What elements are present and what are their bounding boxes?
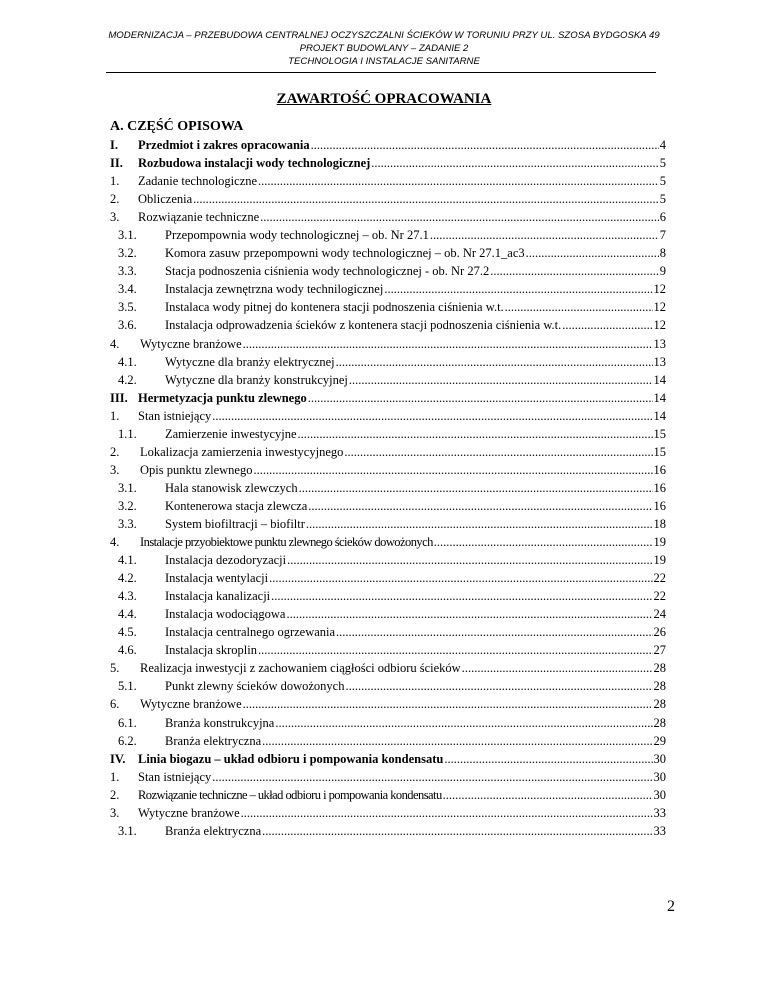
toc-dot-leader	[257, 641, 653, 659]
toc-entry-page: 13	[653, 336, 666, 351]
page-number: 2	[667, 898, 675, 915]
toc-entry-label: Instalacja odprowadzenia ścieków z kontenera stacji podnoszenia ciśnienia w.t.	[165, 318, 562, 333]
toc-dot-leader	[307, 497, 652, 515]
toc-dot-leader	[443, 750, 652, 768]
toc-entry-number: IV.	[110, 751, 126, 766]
toc-entry[interactable]	[110, 190, 666, 208]
toc-entry-label: Instalacja wodociągowa	[165, 607, 286, 622]
toc-dot-leader	[211, 768, 652, 786]
header-line-stage: PROJEKT BUDOWLANY – ZADANIE 2	[299, 43, 469, 54]
toc-entry-page: 5	[659, 174, 666, 189]
toc-entry-page: 6	[659, 210, 666, 225]
toc-entry-page: 4	[659, 138, 666, 152]
toc-entry[interactable]	[110, 587, 666, 605]
toc-entry-page: 8	[659, 246, 666, 261]
toc-dot-leader	[257, 172, 659, 190]
toc-entry-number: 3.2.	[118, 498, 137, 513]
toc-entry[interactable]	[110, 515, 666, 533]
toc-entry-page: 5	[659, 192, 666, 207]
toc-dot-leader	[298, 479, 653, 497]
toc-entry-label: Instalacja dezodoryzacji	[165, 553, 287, 568]
toc-entry-page: 7	[659, 228, 666, 243]
toc-entry-page: 28	[653, 679, 666, 694]
toc-entry-number: 3.	[110, 805, 120, 820]
toc-entry-number: 4.4.	[118, 607, 137, 622]
toc-entry-number: 3.5.	[118, 300, 137, 315]
toc-entry-number: 1.	[110, 408, 120, 423]
toc-dot-leader	[252, 461, 652, 479]
toc-entry-label: Stan istniejący	[138, 769, 212, 784]
toc-entry-page: 33	[653, 823, 666, 838]
toc-entry-page: 18	[653, 516, 666, 531]
toc-dot-leader	[504, 298, 653, 316]
toc-dot-leader	[310, 136, 659, 154]
toc-entry-label: Instalacja kanalizacji	[165, 589, 271, 604]
toc-entry[interactable]	[110, 298, 666, 316]
toc-entry-page: 12	[653, 300, 666, 315]
toc-entry-label: Obliczenia	[138, 192, 193, 207]
toc-entry-label: Kontenerowa stacja zlewcza	[165, 498, 308, 513]
toc-dot-leader	[442, 786, 653, 804]
toc-entry[interactable]	[110, 154, 666, 172]
toc-dot-leader	[274, 714, 652, 732]
toc-entry-number: 6.1.	[118, 715, 137, 730]
toc-entry[interactable]	[110, 533, 666, 551]
toc-entry-page: 30	[653, 787, 666, 802]
toc-entry[interactable]	[110, 353, 666, 371]
toc-entry-page: 16	[653, 498, 666, 513]
toc-entry-label: Wytyczne branżowe	[140, 336, 242, 351]
toc-entry-label: Zadanie technologiczne	[138, 174, 258, 189]
toc-entry[interactable]	[110, 659, 666, 677]
toc-dot-leader	[429, 226, 659, 244]
toc-entry[interactable]	[110, 551, 666, 569]
toc-entry-number: 4.1.	[118, 553, 137, 568]
toc-dot-leader	[305, 515, 653, 533]
toc-entry-label: Branża elektryczna	[165, 823, 262, 838]
toc-entry-page: 15	[653, 426, 666, 441]
toc-entry-number: 4.3.	[118, 589, 137, 604]
toc-entry-label: Branża elektryczna	[165, 733, 262, 748]
toc-entry-number: 3.6.	[118, 318, 137, 333]
toc-entry-page: 28	[653, 661, 666, 676]
toc-entry[interactable]	[110, 623, 666, 641]
toc-entry-number: 1.	[110, 769, 120, 784]
toc-entry-page: 22	[653, 589, 666, 604]
toc-entry-number: III.	[110, 390, 128, 405]
toc-entry-page: 30	[653, 769, 666, 784]
toc-entry-number: 5.	[110, 661, 120, 676]
toc-entry[interactable]	[110, 335, 666, 353]
toc-entry[interactable]	[110, 732, 666, 750]
toc-dot-leader	[383, 280, 652, 298]
toc-entry-page: 30	[653, 751, 666, 766]
toc-entry-number: 6.2.	[118, 733, 137, 748]
toc-entry-page: 22	[653, 571, 666, 586]
toc-entry[interactable]	[110, 714, 666, 732]
toc-entry[interactable]	[110, 244, 666, 262]
toc-dot-leader	[242, 335, 653, 353]
toc-entry[interactable]	[110, 677, 666, 695]
toc-entry-page: 13	[653, 354, 666, 369]
toc-entry-label: Punkt zlewny ścieków dowożonych	[165, 679, 345, 694]
toc-entry-number: 6.	[110, 697, 120, 712]
toc-entry-label: Wytyczne branżowe	[140, 697, 242, 712]
toc-entry-number: 3.1.	[118, 823, 137, 838]
toc-entry[interactable]	[110, 497, 666, 515]
toc-entry-number: 3.4.	[118, 282, 137, 297]
toc-entry-label: Przepompownia wody technologicznej – ob. Nr 27.1	[165, 228, 429, 243]
toc-entry-number: 3.	[110, 210, 120, 225]
toc-entry-label: Instalacja zewnętrzna wody technilogicznej	[165, 282, 384, 297]
toc-entry-number: 3.2.	[118, 246, 137, 261]
toc-entry-number: 4.1.	[118, 354, 137, 369]
header-line-discipline: TECHNOLOGIA I INSTALACJE SANITARNE	[288, 56, 480, 67]
toc-entry-number: 1.	[110, 174, 120, 189]
toc-entry-number: 3.3.	[118, 516, 137, 531]
toc-entry-label: Stacja podnoszenia ciśnienia wody technologicznej - ob. Nr 27.2	[165, 264, 490, 279]
toc-entry-page: 15	[653, 444, 666, 459]
toc-entry-label: Przedmiot i zakres opracowania	[138, 138, 310, 152]
toc-entry-page: 12	[653, 318, 666, 333]
toc-entry-label: Wytyczne dla branży elektrycznej	[165, 354, 335, 369]
toc-entry[interactable]	[110, 280, 666, 298]
toc-entry-label: Lokalizacja zamierzenia inwestycyjnego	[140, 444, 344, 459]
toc-entry-page: 14	[653, 390, 666, 405]
toc-entry-label: Instalacja wentylacji	[165, 571, 269, 586]
toc-dot-leader	[242, 695, 653, 713]
toc-entry-number: 3.3.	[118, 264, 137, 279]
toc-entry-number: 5.1.	[118, 679, 137, 694]
toc-entry[interactable]	[110, 461, 666, 479]
toc-entry-label: Instalacja centralnego ogrzewania	[165, 625, 336, 640]
toc-entry-number: 4.2.	[118, 571, 137, 586]
toc-entry[interactable]	[110, 822, 666, 840]
toc-entry-page: 9	[659, 264, 666, 279]
toc-entry[interactable]	[110, 208, 666, 226]
toc-entry-page: 5	[659, 156, 666, 171]
toc-dot-leader	[343, 443, 652, 461]
toc-dot-leader	[348, 371, 653, 389]
toc-dot-leader	[285, 605, 652, 623]
table-of-contents	[110, 136, 666, 840]
toc-entry-label: Instalacja skroplin	[165, 643, 257, 658]
toc-entry-number: 4.2.	[118, 372, 137, 387]
toc-entry-page: 28	[653, 697, 666, 712]
toc-entry-label: Rozbudowa instalacji wody technologicznej	[138, 156, 371, 171]
toc-entry-label: Instalacje przyobiektowe punktu zlewnego ścieków dowożonych	[140, 535, 433, 550]
toc-dot-leader	[270, 587, 652, 605]
toc-entry-page: 33	[653, 805, 666, 820]
toc-entry-page: 16	[653, 480, 666, 495]
toc-dot-leader	[192, 190, 659, 208]
toc-dot-leader	[297, 425, 653, 443]
document-title: ZAWARTOŚĆ OPRACOWANIA	[276, 91, 492, 107]
toc-entry-number: 3.	[110, 462, 120, 477]
toc-dot-leader	[307, 389, 653, 407]
toc-entry[interactable]	[110, 262, 666, 280]
toc-entry-number: 4.	[110, 535, 120, 550]
toc-entry-number: II.	[110, 156, 123, 171]
toc-entry-number: 3.1.	[118, 228, 137, 243]
toc-entry-page: 12	[653, 282, 666, 297]
toc-entry[interactable]	[110, 768, 666, 786]
toc-entry-number: I.	[110, 138, 118, 152]
toc-entry-label: Realizacja inwestycji z zachowaniem ciągłości odbioru ścieków	[140, 661, 461, 676]
toc-entry[interactable]	[110, 443, 666, 461]
toc-dot-leader	[240, 804, 653, 822]
toc-dot-leader	[286, 551, 652, 569]
toc-entry-label: Hala stanowisk zlewczych	[165, 480, 298, 495]
toc-entry-page: 27	[653, 643, 666, 658]
toc-entry-label: Wytyczne branżowe	[138, 805, 240, 820]
toc-entry-number: 3.1.	[118, 480, 137, 495]
toc-entry-label: Wytyczne dla branży konstrukcyjnej	[165, 372, 348, 387]
toc-entry[interactable]	[110, 695, 666, 713]
toc-entry-page: 24	[653, 607, 666, 622]
toc-entry-label: Branża konstrukcyjna	[165, 715, 275, 730]
toc-entry-page: 26	[653, 625, 666, 640]
toc-entry-label: Hermetyzacja punktu zlewnego	[138, 390, 307, 405]
toc-entry-number: 2.	[110, 444, 120, 459]
toc-entry[interactable]	[110, 479, 666, 497]
toc-entry-label: Linia biogazu – układ odbioru i pompowania kondensatu	[138, 751, 444, 766]
toc-entry[interactable]	[110, 641, 666, 659]
toc-entry-label: Stan istniejący	[138, 408, 212, 423]
toc-entry[interactable]	[110, 750, 666, 768]
toc-entry-number: 4.5.	[118, 625, 137, 640]
toc-entry-number: 2.	[110, 787, 120, 802]
header-divider	[106, 72, 656, 73]
toc-entry-number: 4.6.	[118, 643, 137, 658]
toc-entry-label: Komora zasuw przepompowni wody technologicznej – ob. Nr 27.1_ac3	[165, 246, 525, 261]
toc-entry-page: 19	[653, 535, 666, 550]
toc-entry-number: 2.	[110, 192, 120, 207]
toc-dot-leader	[370, 154, 658, 172]
toc-dot-leader	[259, 208, 659, 226]
toc-dot-leader	[344, 677, 652, 695]
toc-dot-leader	[525, 244, 659, 262]
toc-entry-number: 1.1.	[118, 426, 137, 441]
toc-entry-page: 29	[653, 733, 666, 748]
toc-entry-number: 4.	[110, 336, 120, 351]
toc-dot-leader	[461, 659, 653, 677]
toc-dot-leader	[335, 353, 653, 371]
toc-dot-leader	[335, 623, 652, 641]
toc-entry[interactable]	[110, 569, 666, 587]
toc-entry-page: 19	[653, 553, 666, 568]
toc-entry-label: System biofiltracji – biofiltr	[165, 516, 305, 531]
toc-dot-leader	[211, 407, 652, 425]
toc-entry[interactable]	[110, 786, 666, 804]
toc-entry[interactable]	[110, 804, 666, 822]
toc-entry-label: Opis punktu zlewnego	[140, 462, 253, 477]
toc-dot-leader	[261, 732, 652, 750]
toc-entry[interactable]	[110, 172, 666, 190]
toc-entry-page: 16	[653, 462, 666, 477]
toc-dot-leader	[268, 569, 652, 587]
toc-entry[interactable]	[110, 605, 666, 623]
toc-entry[interactable]	[110, 389, 666, 407]
toc-entry[interactable]	[110, 316, 666, 334]
toc-entry-label: Zamierzenie inwestycyjne	[165, 426, 297, 441]
page-header	[100, 29, 668, 68]
toc-entry[interactable]	[110, 407, 666, 425]
toc-entry-label: Rozwiązanie techniczne	[138, 210, 260, 225]
toc-entry-label: Instalaca wody pitnej do kontenera stacji podnoszenia ciśnienia w.t.	[165, 300, 504, 315]
toc-entry-label: Rozwiązanie techniczne – układ odbioru i pompowania kondensatu	[138, 787, 442, 802]
toc-dot-leader	[433, 533, 653, 551]
toc-dot-leader	[261, 822, 652, 840]
toc-entry-page: 14	[653, 408, 666, 423]
toc-entry[interactable]	[110, 136, 666, 154]
toc-entry[interactable]	[110, 371, 666, 389]
toc-dot-leader	[561, 316, 652, 334]
toc-entry-page: 14	[653, 372, 666, 387]
header-line-project: MODERNIZACJA – PRZEBUDOWA CENTRALNEJ OCZYSZCZALNI ŚCIEKÓW W TORUNIU PRZY UL. SZOSA BYDGOSKA 49	[108, 30, 660, 41]
section-heading: A. CZĘŚĆ OPISOWA	[110, 119, 244, 134]
toc-dot-leader	[489, 262, 659, 280]
toc-entry[interactable]	[110, 425, 666, 443]
toc-entry[interactable]	[110, 226, 666, 244]
toc-entry-page: 28	[653, 715, 666, 730]
